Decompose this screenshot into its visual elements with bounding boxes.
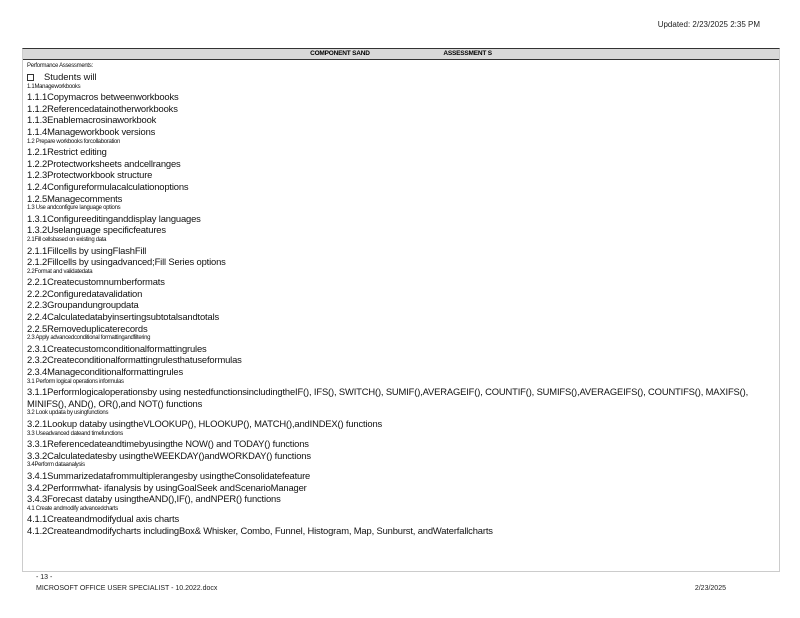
objective-item: 1.1.3Enablemacrosinaworkbook	[27, 114, 157, 126]
objective-heading: 1.2 Prepare workbooks forcollaboration	[27, 138, 120, 145]
objective-heading: 2.1Fill cellsbased on existing data	[27, 236, 107, 243]
objective-heading: 3.4Perform dataanalysis	[27, 462, 85, 469]
objective-item: 2.2.5Removeduplicaterecords	[27, 322, 148, 334]
objective-heading: 2.2Format and validatedata	[27, 268, 93, 275]
objective-heading: 3.1 Perform logical operations informulas	[27, 378, 124, 385]
page-number: - 13 -	[36, 574, 53, 581]
objective-item: 3.4.3Forecast databy usingtheAND(),IF(), andNPER() functions	[27, 493, 281, 505]
objective-heading: 3.3 Useadvanced dateand timefunctions	[27, 430, 123, 437]
objective-heading: 1.3 Use andconfigure language options	[27, 205, 121, 212]
objective-item: 2.2.1Createcustomnumberformats	[27, 276, 165, 288]
checkbox-bullet-icon	[27, 74, 34, 81]
section-title: Performance Assessments:	[27, 63, 93, 69]
objective-item: 3.4.2Performwhat- ifanalysis by usingGoalSeek andScenarioManager	[27, 481, 307, 493]
objective-item: 4.1.1Createandmodifydual axis charts	[27, 513, 179, 525]
objective-item: 2.3.4Manageconditionalformattingrules	[27, 366, 184, 378]
intro-text: Students will	[44, 70, 97, 82]
objective-item: 2.2.3Groupandungroupdata	[27, 299, 139, 311]
objective-item: 3.4.1Summarizedatafrommultiplerangesby usingtheConsolidatefeature	[27, 469, 311, 481]
objective-item: 3.3.2Calculatedatesby usingtheWEEKDAY()andWORKDAY() functions	[27, 449, 311, 461]
objective-heading: 3.2 Look updata by usingfunctions	[27, 410, 109, 417]
objective-item: 2.1.2Fillcells by usingadvanced;Fill Series options	[27, 256, 226, 268]
objective-heading: 2.3 Apply advancedconditional formattingandfiltering	[27, 335, 151, 342]
objective-item: 1.2.5Managecomments	[27, 192, 123, 204]
table-content	[23, 60, 779, 537]
objective-item: 4.1.2Createandmodifycharts includingBox& Whisker, Combo, Funnel, Histogram, Map, Sunburst, andWaterfallcharts	[27, 524, 493, 536]
document-table	[22, 48, 780, 572]
objective-item: 1.2.3Protectworkbook structure	[27, 169, 153, 181]
objective-item: 1.1.2Referencedatainotherworkbooks	[27, 102, 178, 114]
objective-item: 2.1.1Fillcells by usingFlashFill	[27, 244, 147, 256]
objective-item: 1.2.1Restrict editing	[27, 146, 107, 158]
column-header-assessments: ASSESSMENT S	[443, 50, 492, 57]
table-header-row	[23, 49, 779, 60]
objective-heading: 4.1 Create andmodify advancedcharts	[27, 505, 118, 512]
objective-item: 2.2.4Calculatedatabyinsertingsubtotalsandtotals	[27, 311, 220, 323]
objective-item: 3.2.1Lookup databy usingtheVLOOKUP(), HLOOKUP(), MATCH(),andINDEX() functions	[27, 418, 383, 429]
objective-item: 2.3.2Createconditionalformattingrulesthatuseformulas	[27, 354, 242, 366]
objective-list	[27, 83, 775, 537]
objective-item: 1.3.2Uselanguage specificfeatures	[27, 224, 166, 236]
updated-timestamp: Updated: 2/23/2025 2:35 PM	[657, 20, 760, 29]
intro-line	[27, 71, 775, 83]
column-header-components: COMPONENT SAND	[310, 50, 370, 57]
objective-item: 2.2.2Configuredatavalidation	[27, 287, 143, 299]
objective-item: 1.2.4Configureformulacalculationoptions	[27, 180, 189, 192]
footer-document-title: MICROSOFT OFFICE USER SPECIALIST - 10.2022.docx	[36, 585, 218, 592]
objective-item: 1.1.1Copymacros betweenworkbooks	[27, 91, 179, 103]
objective-item: 2.3.1Createcustomconditionalformattingrules	[27, 342, 207, 354]
objective-item: 1.2.2Protectworksheets andcellranges	[27, 157, 181, 169]
objective-item: 3.3.1Referencedateandtimebyusingthe NOW() and TODAY() functions	[27, 438, 309, 450]
objective-item: 1.1.4Manageworkbook versions	[27, 125, 156, 137]
footer-date: 2/23/2025	[694, 585, 726, 592]
objective-item: 3.1.1Performlogicaloperationsby using nestedfunctionsincludingtheIF(), IFS(), SWITCH(), SUMIF(),AVERAGEIF(), COUNTIF(), SUMIFS(),AVERAGEIFS(), COUNTIFS(), MAXIFS(), MINIFS(), AND(), OR(),and NOT() functions	[27, 386, 749, 409]
objective-item: 1.3.1Configureeditinganddisplay languages	[27, 212, 201, 224]
objective-heading: 1.1Manageworkbooks	[27, 83, 81, 90]
